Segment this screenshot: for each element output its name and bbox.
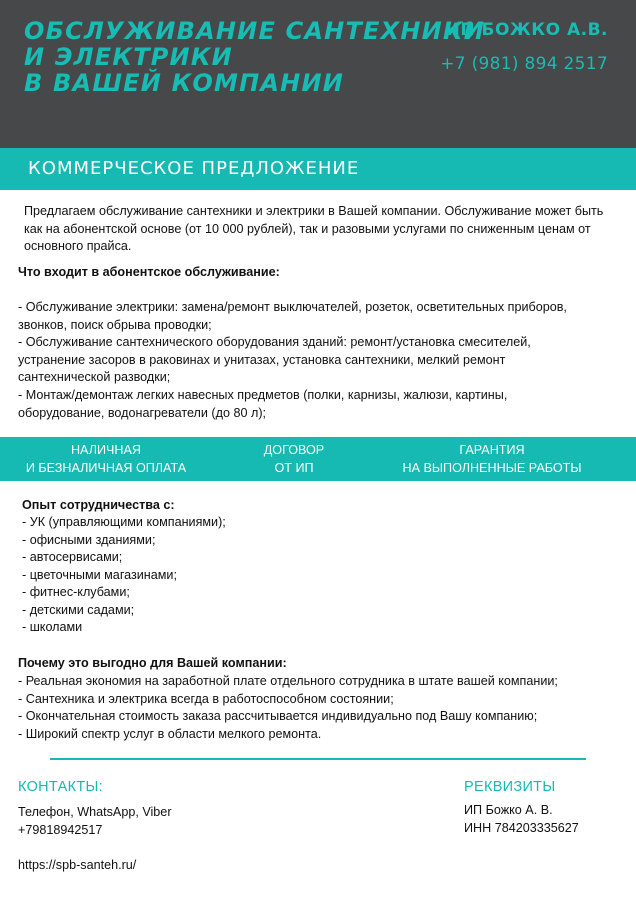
header-phone: +7 (981) 894 2517: [440, 54, 608, 74]
website-link[interactable]: https://spb-santeh.ru/: [18, 858, 137, 872]
banner-title: КОММЕРЧЕСКОЕ ПРЕДЛОЖЕНИЕ: [28, 158, 360, 179]
subscription-item: - Обслуживание электрики: замена/ремонт выключателей, розеток, осветительных приборов, звонков, поиск обрыва проводки;: [18, 300, 567, 332]
offer-banner: [0, 148, 636, 190]
subscription-item: - Обслуживание сантехнического оборудования зданий: ремонт/установка смесителей, устранение засоров в раковинах и унитазах, установка сантехники, мелкий ремонт сантехнической разводки;: [18, 335, 531, 384]
requisites-heading: РЕКВИЗИТЫ: [464, 779, 556, 795]
feature-payment: НАЛИЧНАЯ И БЕЗНАЛИЧНАЯ ОПЛАТА: [25, 443, 187, 475]
page-title: ОБСЛУЖИВАНИЕ САНТЕХНИКИ И ЭЛЕКТРИКИ В ВАШЕЙ КОМПАНИИ: [24, 17, 486, 97]
benefits-heading: Почему это выгодно для Вашей компании:: [18, 656, 287, 670]
requisites-name: ИП Божко А. В.: [464, 803, 553, 817]
contacts-heading: КОНТАКТЫ:: [18, 779, 103, 795]
contact-phone: +79818942517: [18, 823, 103, 837]
features-strip: [0, 437, 636, 481]
feature-contract: ДОГОВОР ОТ ИП: [263, 443, 325, 475]
company-name: ИП БОЖКО А.В.: [445, 20, 608, 40]
benefits-list: - Реальная экономия на заработной плате отдельного сотрудника в штате вашей компании; - Сантехника и электрика всегда в работоспособном состоянии; - Окончательная стоимость заказа рассчитывается индивидуально под Вашу компанию; - Широкий спектр услуг в области мелкого ремонта.: [18, 674, 558, 741]
subscription-heading: Что входит в абонентское обслуживание:: [18, 265, 280, 279]
divider: [50, 758, 586, 760]
requisites-inn: ИНН 784203335627: [464, 821, 579, 835]
experience-heading: Опыт сотрудничества с:: [22, 498, 175, 512]
subscription-item: - Монтаж/демонтаж легких навесных предметов (полки, карнизы, жалюзи, картины, оборудование, водонагреватели (до 80 л);: [18, 388, 508, 420]
feature-guarantee: ГАРАНТИЯ НА ВЫПОЛНЕННЫЕ РАБОТЫ: [402, 443, 582, 475]
contact-channels: Телефон, WhatsApp, Viber: [18, 805, 172, 819]
header: [0, 0, 636, 148]
experience-list: - УК (управляющими компаниями); - офисными зданиями; - автосервисами; - цветочными магазинами; - фитнес-клубами; - детскими садами; - школами: [22, 515, 226, 634]
intro-paragraph: Предлагаем обслуживание сантехники и электрики в Вашей компании. Обслуживание может быть как на абонентской основе (от 10 000 рублей), так и разовыми услугами по сниженным ценам от основного прайса.: [24, 204, 604, 253]
